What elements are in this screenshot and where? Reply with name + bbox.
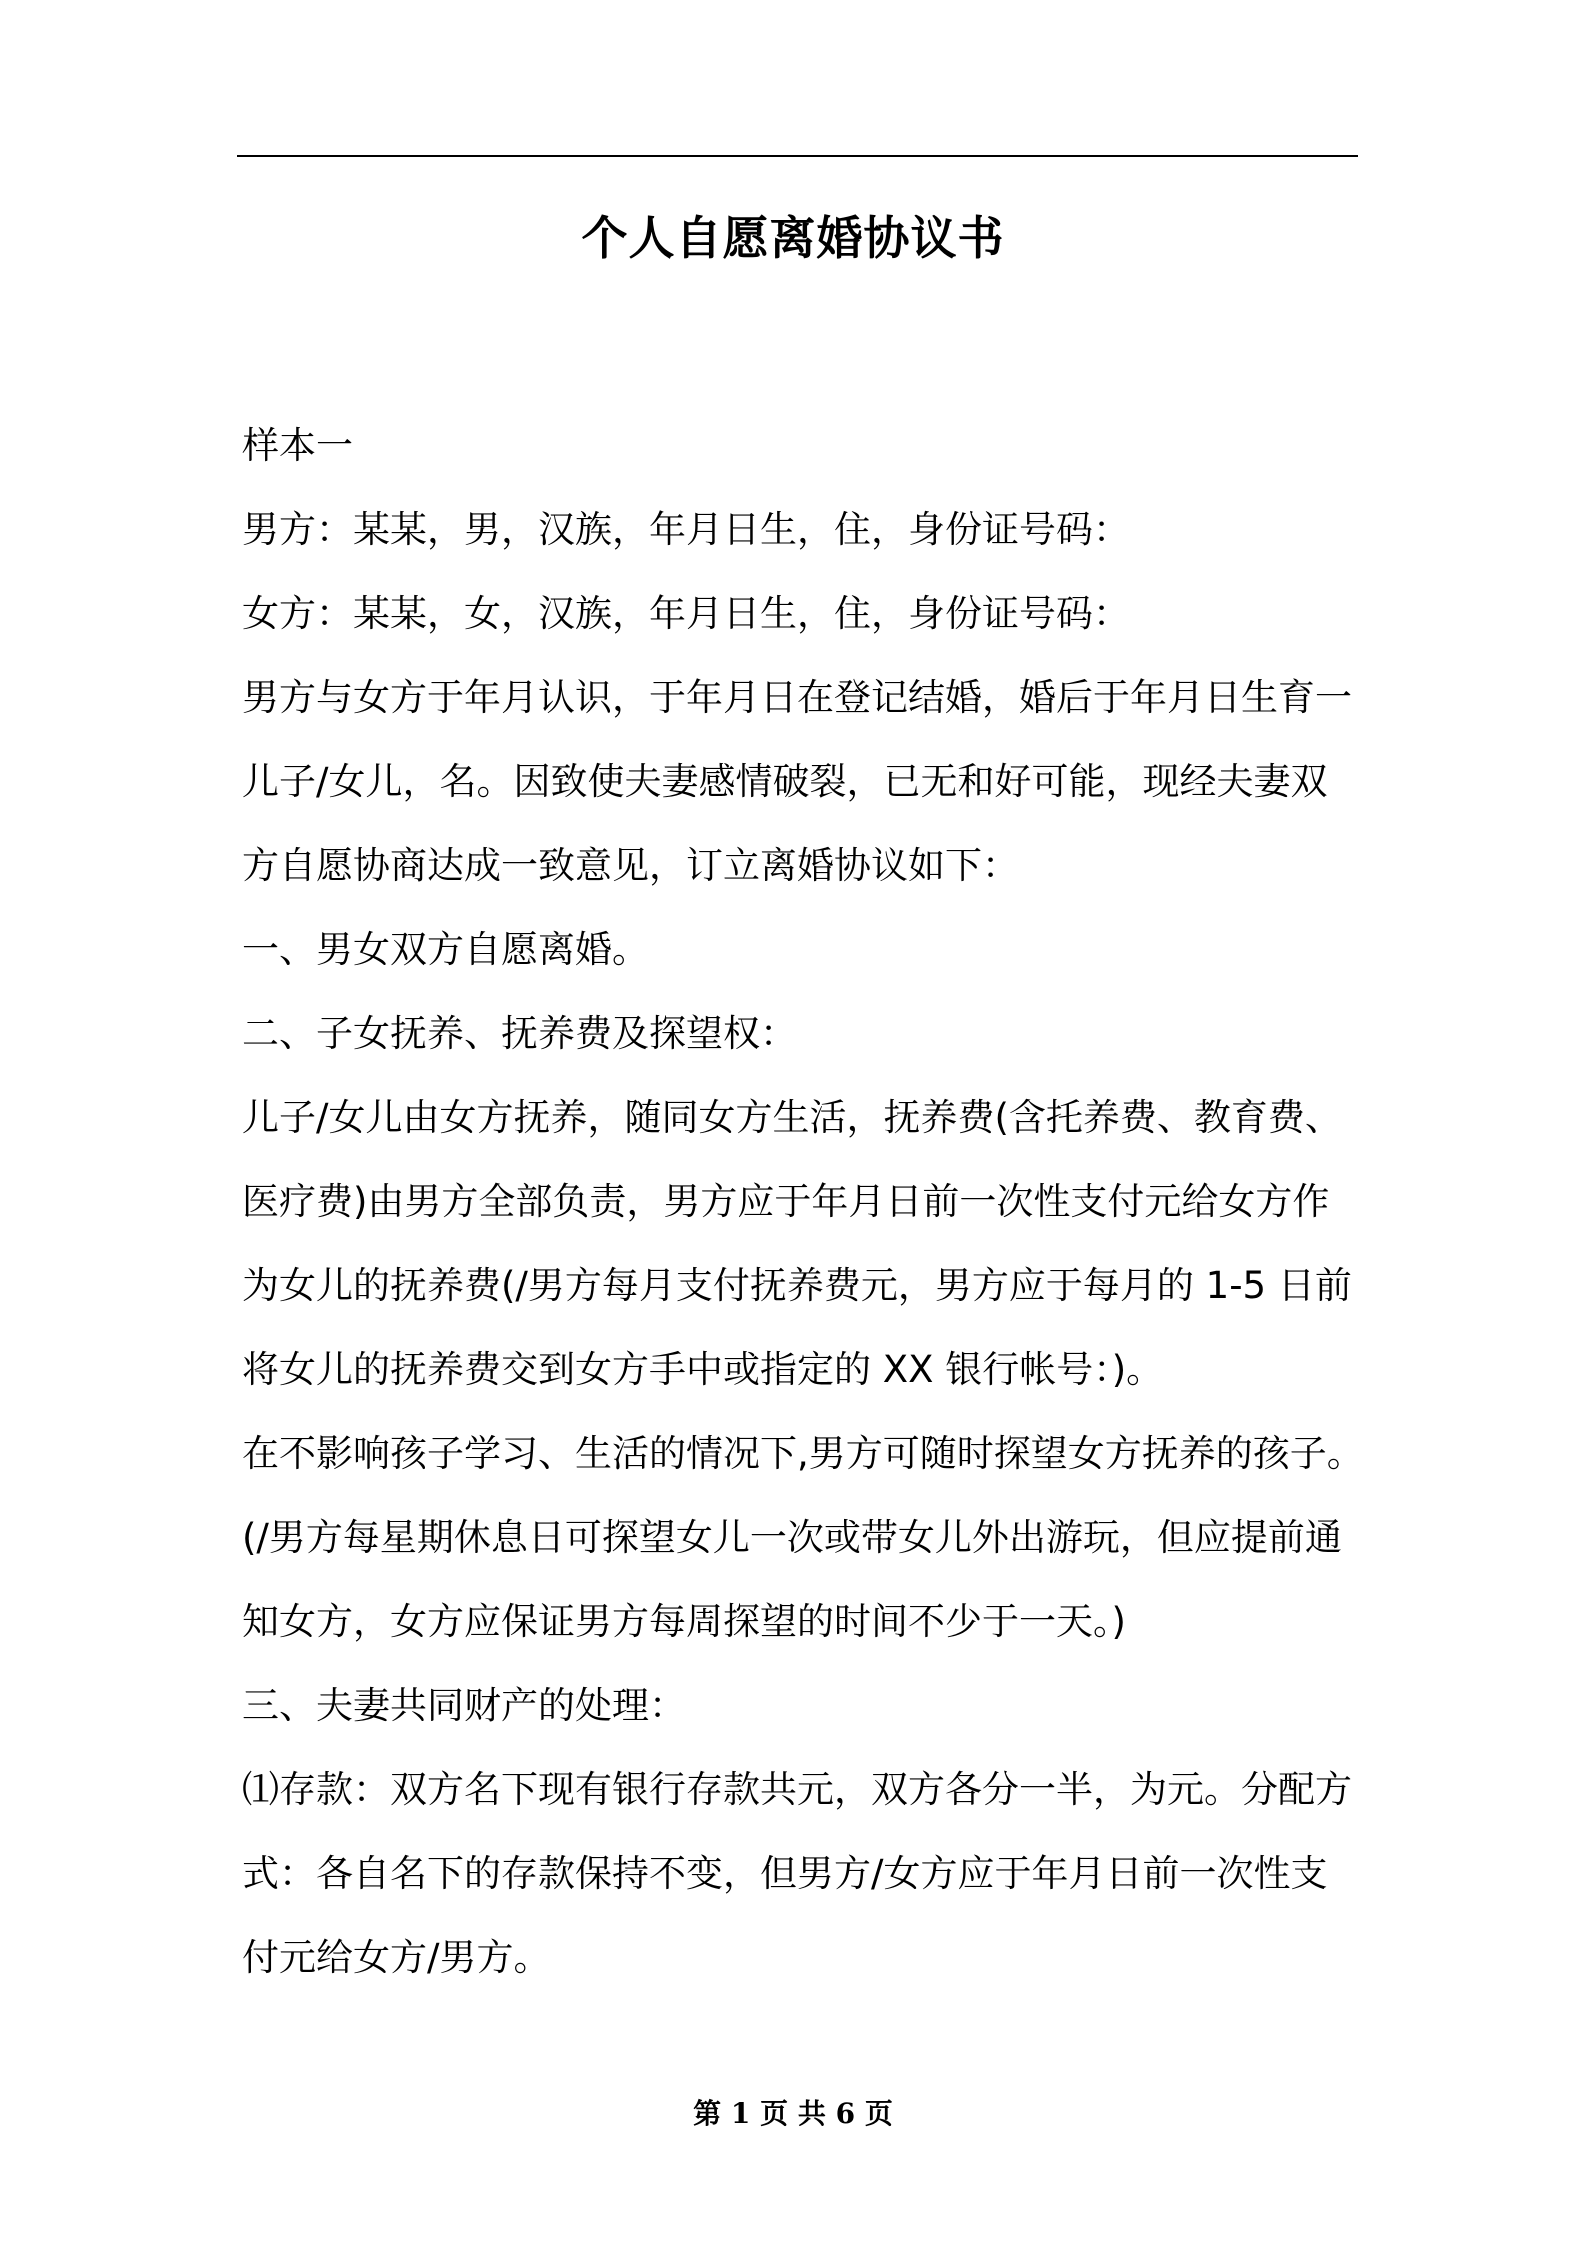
body-line: 将女儿的抚养费交到女方手中或指定的 XX 银行帐号：)。 xyxy=(242,1348,1164,1391)
body-line: 男方与女方于年月认识，于年月日在登记结婚，婚后于年月日生育一 xyxy=(242,676,1352,719)
body-line: 儿子/女儿，名。因致使夫妻感情破裂，已无和好可能，现经夫妻双 xyxy=(242,760,1328,803)
body-line: 三、夫妻共同财产的处理： xyxy=(242,1684,686,1727)
document-body xyxy=(242,404,1362,2000)
body-line: 二、子女抚养、抚养费及探望权： xyxy=(242,1012,797,1055)
body-line: 样本一 xyxy=(242,424,353,467)
body-line: ⑴存款：双方名下现有银行存款共元，双方各分一半，为元。分配方 xyxy=(242,1768,1352,1811)
body-line: 男方：某某，男，汉族，年月日生，住，身份证号码： xyxy=(242,508,1130,551)
body-line: (/男方每星期休息日可探望女儿一次或带女儿外出游玩，但应提前通 xyxy=(242,1516,1342,1559)
body-line: 为女儿的抚养费(/男方每月支付抚养费元，男方应于每月的 1-5 日前 xyxy=(242,1264,1352,1307)
body-line: 式：各自名下的存款保持不变，但男方/女方应于年月日前一次性支 xyxy=(242,1852,1328,1895)
body-line: 知女方，女方应保证男方每周探望的时间不少于一天。) xyxy=(242,1600,1126,1643)
body-line: 付元给女方/男方。 xyxy=(242,1936,551,1979)
page-number: 第 1 页 共 6 页 xyxy=(693,2097,893,2130)
body-line: 医疗费)由男方全部负责，男方应于年月日前一次性支付元给女方作 xyxy=(242,1180,1330,1223)
body-line: 在不影响孩子学习、生活的情况下,男方可随时探望女方抚养的孩子。 xyxy=(242,1432,1364,1475)
body-line: 方自愿协商达成一致意见，订立离婚协议如下： xyxy=(242,844,1019,887)
body-line: 女方：某某，女，汉族，年月日生，住，身份证号码： xyxy=(242,592,1130,635)
body-line: 儿子/女儿由女方抚养，随同女方生活，抚养费(含托养费、教育费、 xyxy=(242,1096,1342,1139)
document-title: 个人自愿离婚协议书 xyxy=(581,211,1005,265)
body-line: 一、男女双方自愿离婚。 xyxy=(242,928,649,971)
header-divider xyxy=(237,155,1358,157)
